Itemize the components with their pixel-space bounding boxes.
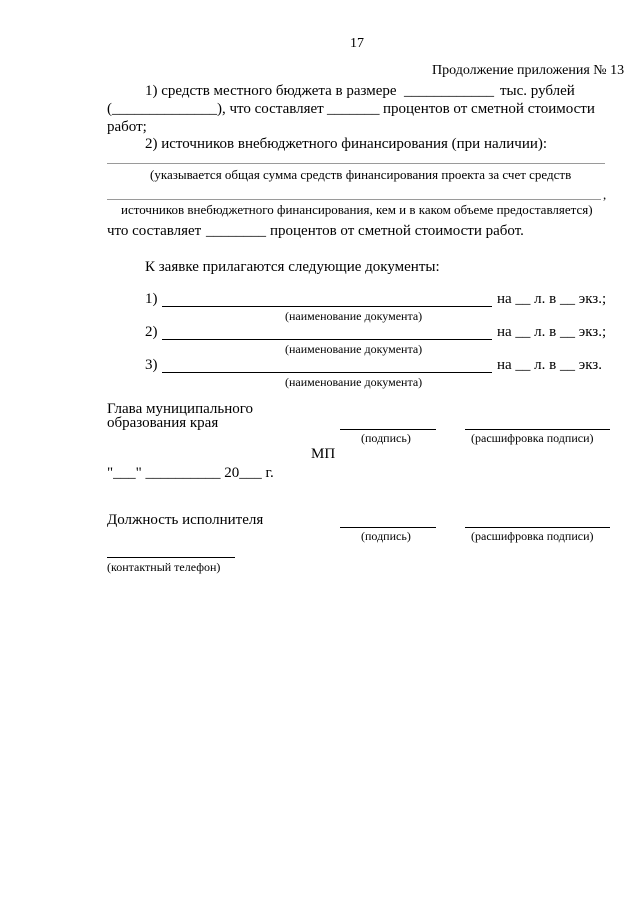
external-funding-line-2 bbox=[107, 199, 601, 200]
contact-line bbox=[107, 557, 235, 558]
executor-decoding-line bbox=[465, 527, 610, 528]
head-signature-line bbox=[340, 429, 436, 430]
para1-line2-blank: _______ bbox=[327, 101, 380, 117]
head-decoding-caption: (расшифровка подписи) bbox=[471, 431, 594, 445]
executor-signature-caption: (подпись) bbox=[361, 529, 411, 543]
which-makes-start: что составляет bbox=[107, 223, 202, 239]
stamp-label: МП bbox=[311, 446, 336, 462]
appendix-title: Продолжение приложения № 13 bbox=[432, 63, 625, 78]
doc-2-tail: на __ л. в __ экз.; bbox=[497, 324, 607, 340]
para1-line1-start: 1) средств местного бюджета в размере bbox=[145, 83, 397, 99]
page-number: 17 bbox=[350, 36, 364, 51]
para1-line1-blank: ____________ bbox=[404, 83, 494, 99]
doc-1-number: 1) bbox=[145, 291, 158, 307]
executor-label: Должность исполнителя bbox=[107, 512, 264, 528]
head-title-line1: Глава муниципального bbox=[107, 401, 254, 417]
date-line: "___" __________ 20___ г. bbox=[107, 465, 274, 481]
para2-text: 2) источников внебюджетного финансирования (при наличии): bbox=[145, 136, 548, 152]
para1-line1-end: тыс. рублей bbox=[500, 83, 575, 99]
doc-3-number: 3) bbox=[145, 357, 158, 373]
head-signature-caption: (подпись) bbox=[361, 431, 411, 445]
note2-text: источников внебюджетного финансирования, кем и в каком объеме предоставляется) bbox=[121, 202, 593, 217]
para1-line2-end: процентов от сметной стоимости bbox=[383, 101, 595, 117]
which-makes-blank: ________ bbox=[206, 223, 266, 239]
note1-text: (указывается общая сумма средств финансирования проекта за счет средств bbox=[150, 167, 572, 182]
doc-2-number: 2) bbox=[145, 324, 158, 340]
which-makes-end: процентов от сметной стоимости работ. bbox=[270, 223, 524, 239]
doc-3-line bbox=[162, 372, 492, 373]
doc-2-caption: (наименование документа) bbox=[285, 342, 423, 356]
doc-2-line bbox=[162, 339, 492, 340]
para1-line3: работ; bbox=[107, 119, 147, 135]
doc-3-tail: на __ л. в __ экз. bbox=[497, 357, 602, 373]
contact-caption: (контактный телефон) bbox=[107, 560, 221, 574]
doc-1-line bbox=[162, 306, 492, 307]
external-funding-line bbox=[107, 163, 605, 164]
executor-signature-line bbox=[340, 527, 436, 528]
para1-line2-start: (______________), что составляет bbox=[107, 101, 324, 117]
doc-1-tail: на __ л. в __ экз.; bbox=[497, 291, 607, 307]
doc-1-caption: (наименование документа) bbox=[285, 309, 423, 323]
doc-3-caption: (наименование документа) bbox=[285, 375, 423, 389]
comma: , bbox=[603, 187, 607, 202]
head-title-line2: образования края bbox=[107, 415, 219, 431]
executor-decoding-caption: (расшифровка подписи) bbox=[471, 529, 594, 543]
attached-heading: К заявке прилагаются следующие документы: bbox=[145, 259, 440, 275]
head-decoding-line bbox=[465, 429, 610, 430]
